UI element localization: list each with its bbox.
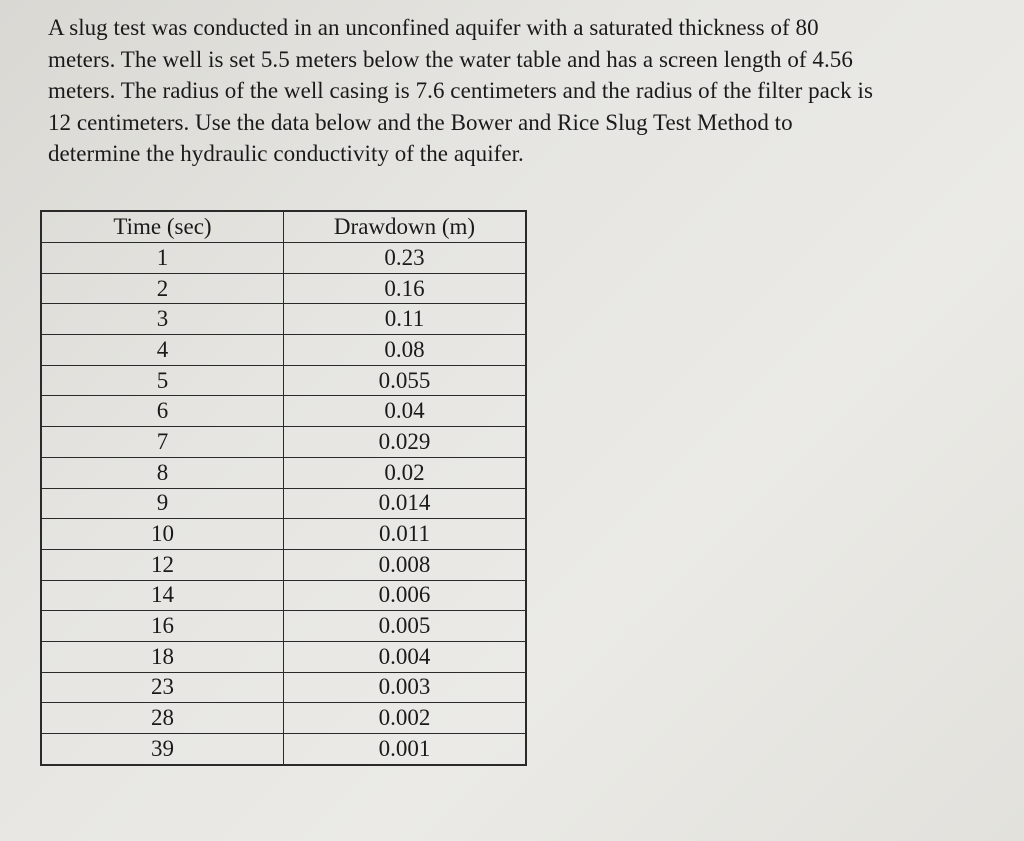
time-cell: 3 [41, 304, 284, 335]
problem-line: determine the hydraulic conductivity of the aquifer. [48, 141, 524, 166]
problem-line: meters. The radius of the well casing is 7.6 centimeters and the radius of the filter pack is [48, 78, 873, 103]
time-cell: 7 [41, 427, 284, 458]
problem-statement [48, 12, 1008, 170]
table-body [41, 243, 526, 765]
table-row [41, 243, 526, 274]
drawdown-cell: 0.001 [284, 734, 527, 765]
drawdown-cell: 0.23 [284, 243, 527, 274]
time-cell: 12 [41, 549, 284, 580]
drawdown-cell: 0.08 [284, 335, 527, 366]
problem-line: A slug test was conducted in an unconfined aquifer with a saturated thickness of 80 [48, 15, 819, 40]
table-row [41, 734, 526, 765]
drawdown-cell: 0.002 [284, 703, 527, 734]
drawdown-cell: 0.014 [284, 488, 527, 519]
table-row [41, 611, 526, 642]
drawdown-cell: 0.029 [284, 427, 527, 458]
table-row [41, 580, 526, 611]
drawdown-column-header: Drawdown (m) [284, 211, 527, 243]
time-cell: 23 [41, 672, 284, 703]
table-row [41, 304, 526, 335]
time-cell: 5 [41, 365, 284, 396]
problem-line: meters. The well is set 5.5 meters below the water table and has a screen length of 4.56 [48, 46, 853, 72]
table-row [41, 488, 526, 519]
time-cell: 28 [41, 703, 284, 734]
table-row [41, 641, 526, 672]
time-cell: 18 [41, 641, 284, 672]
drawdown-cell: 0.008 [284, 549, 527, 580]
problem-line: 12 centimeters. Use the data below and the Bower and Rice Slug Test Method to [48, 109, 793, 135]
table-row [41, 396, 526, 427]
table-row [41, 365, 526, 396]
drawdown-cell: 0.011 [284, 519, 527, 550]
drawdown-cell: 0.006 [284, 580, 527, 611]
time-cell: 8 [41, 457, 284, 488]
drawdown-cell: 0.04 [284, 396, 527, 427]
table-row [41, 519, 526, 550]
time-cell: 16 [41, 611, 284, 642]
time-column-header: Time (sec) [41, 211, 284, 243]
time-cell: 39 [41, 734, 284, 765]
drawdown-cell: 0.02 [284, 457, 527, 488]
table-row [41, 457, 526, 488]
table-header-row [41, 211, 526, 243]
table-row [41, 672, 526, 703]
slug-test-data-table [40, 210, 527, 766]
drawdown-cell: 0.11 [284, 304, 527, 335]
time-cell: 1 [41, 243, 284, 274]
drawdown-cell: 0.005 [284, 611, 527, 642]
drawdown-cell: 0.055 [284, 365, 527, 396]
time-cell: 10 [41, 519, 284, 550]
time-cell: 9 [41, 488, 284, 519]
drawdown-cell: 0.004 [284, 641, 527, 672]
table-row [41, 273, 526, 304]
time-cell: 4 [41, 335, 284, 366]
table-row [41, 549, 526, 580]
drawdown-cell: 0.003 [284, 672, 527, 703]
time-cell: 6 [41, 396, 284, 427]
drawdown-cell: 0.16 [284, 273, 527, 304]
table-row [41, 335, 526, 366]
time-cell: 14 [41, 580, 284, 611]
table-row [41, 703, 526, 734]
time-cell: 2 [41, 273, 284, 304]
table-row [41, 427, 526, 458]
